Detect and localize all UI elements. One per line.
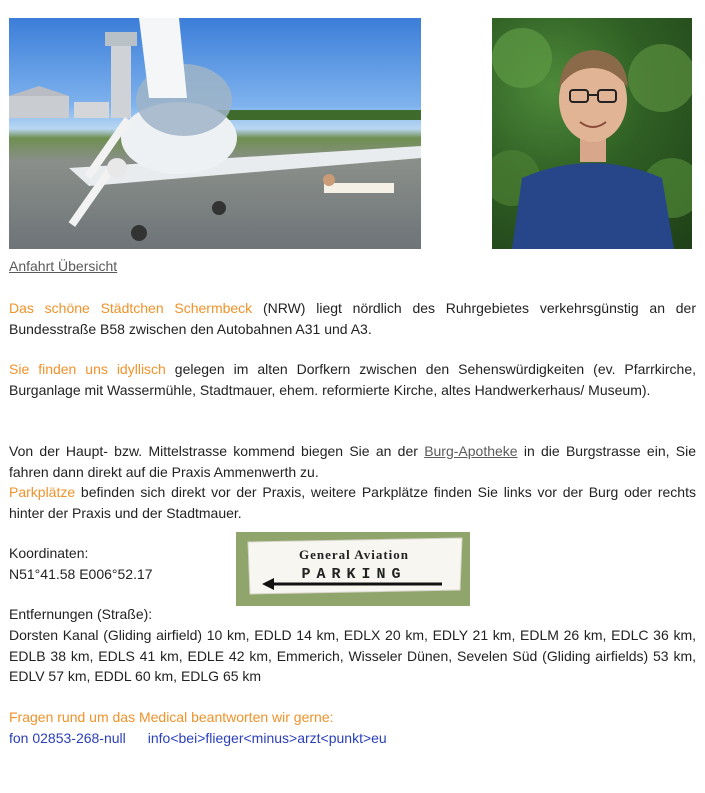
location-paragraph: [9, 359, 696, 400]
coordinates-value: N51°41.58 E006°52.17: [9, 565, 153, 582]
location-highlight: Sie finden uns idyllisch: [9, 361, 166, 377]
intro-paragraph: [9, 298, 696, 339]
contact-heading: Fragen rund um das Medical beantworten wir gerne:: [9, 709, 334, 725]
distances-label: Entfernungen (Straße):: [9, 606, 153, 622]
portrait-illustration: [492, 18, 692, 249]
coordinates-block: [9, 543, 153, 584]
parking-text: befinden sich direkt vor der Praxis, weitere Parkplätze finden Sie links vor der Burg oder rechts hinter der Praxis und der Stadtmauer.: [9, 484, 696, 521]
airplane-photo: [9, 18, 421, 249]
airplane-illustration: [9, 18, 421, 249]
contact-line: [9, 728, 387, 749]
parking-sign-photo: [236, 532, 470, 606]
phone-number[interactable]: fon 02853-268-null: [9, 730, 126, 746]
intro-highlight: Das schöne Städtchen Schermbeck: [9, 300, 253, 316]
parking-sign-illustration: [236, 532, 470, 606]
parking-highlight: Parkplätze: [9, 484, 76, 500]
distances-text: Dorsten Kanal (Gliding airfield) 10 km, EDLD 14 km, EDLX 20 km, EDLY 21 km, EDLM 26 km, EDLC 36 km, EDLB 38 km, EDLS 41 km, EDLE 42 km, Emmerich, Wisseler Dünen, Sevelen Süd (Gliding airfields) 53 km, EDLV 57 km, EDDL 60 km, EDLG 65 km: [9, 627, 696, 684]
email-address[interactable]: info<bei>flieger<minus>arzt<punkt>eu: [147, 730, 387, 746]
location-text: gelegen im alten Dorfkern zwischen den Sehenswürdigkeiten (ev. Pfarrkirche, Burganlage mit Wassermühle, Stadtmauer, ehem. reformierte Kirche, altes Handwerkerhaus/ Museum).: [9, 361, 696, 398]
burg-apotheke-link[interactable]: Burg-Apotheke: [424, 443, 518, 459]
coordinates-label: Koordinaten:: [9, 545, 89, 561]
portrait-photo: [492, 18, 692, 249]
sign-line-1: General Aviation: [298, 547, 410, 562]
intro-text: (NRW) liegt nördlich des Ruhrgebietes verkehrsgünstig an der Bundesstraße B58 zwischen den Autobahnen A31 und A3.: [9, 300, 696, 337]
route-paragraph: [9, 441, 696, 523]
sign-line-2: PARKING: [301, 566, 407, 583]
route-text-before: Von der Haupt- bzw. Mittelstrasse kommend biegen Sie an der: [9, 443, 425, 459]
directions-overview-link[interactable]: Anfahrt Übersicht: [9, 258, 118, 274]
route-text-after: in die Burgstrasse ein, Sie fahren dann direkt auf die Praxis Ammenwerth zu.: [9, 443, 696, 480]
